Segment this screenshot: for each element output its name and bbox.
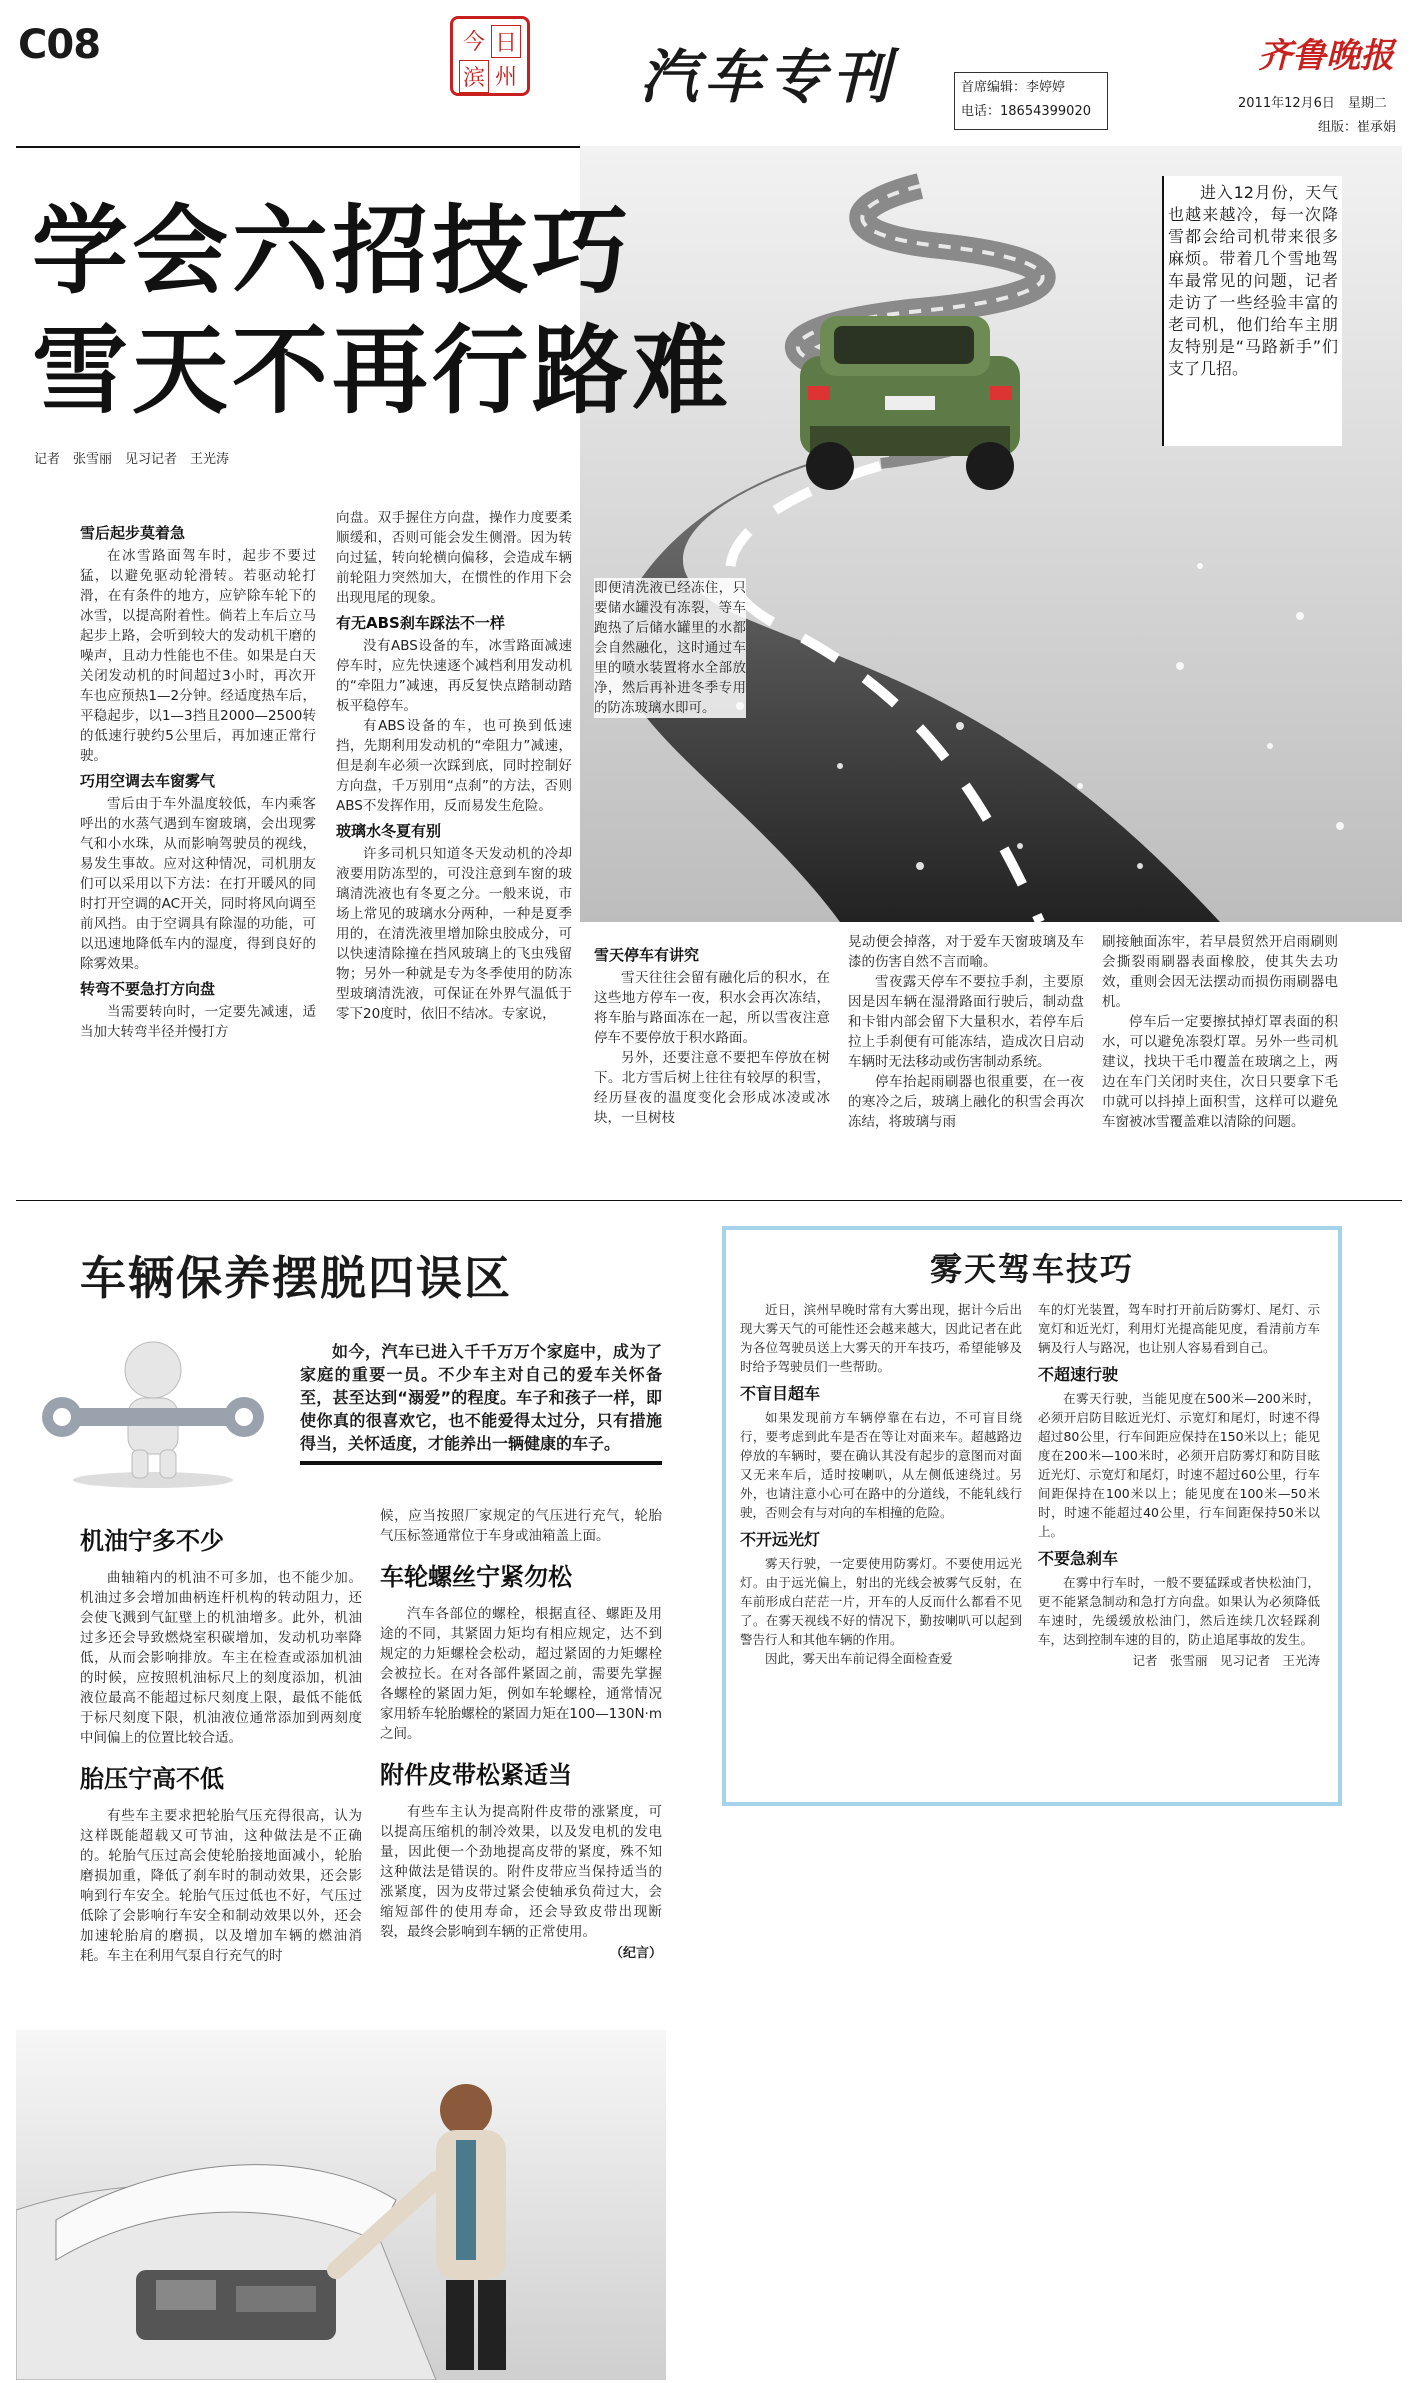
fog-colB xyxy=(1038,1300,1320,1669)
paragraph: 晃动便会掉落，对于爱车天窗玻璃及车漆的伤害自然不言而喻。 xyxy=(848,934,1084,970)
paragraph: 另外，还要注意不要把车停放在树下。北方雪后树上往往有较厚的积雪，经历昼夜的温度变化会形成冰凌或冰块，一旦树枝 xyxy=(594,1050,830,1126)
paragraph: 当需要转向时，一定要先减速，适当加大转弯半径并慢打方 xyxy=(80,1004,316,1040)
editor-box xyxy=(954,72,1108,130)
paragraph: 在雾中行车时，一般不要猛踩或者快松油门，更不能紧急制动和急打方向盘。如果认为必须降低车速时，先缓缓放松油门，然后连续几次轻踩刹车，达到控制车速的目的，防止追尾事故的发生。 xyxy=(1038,1575,1320,1647)
paragraph: 向盘。双手握住方向盘，操作力度要柔顺缓和，否则可能会发生侧滑。因为转向过猛，转向轮横向偏移，会造成车辆前轮阻力突然加大，在惯性的作用下会出现甩尾的现象。 xyxy=(336,510,572,606)
paragraph: 没有ABS设备的车，冰雪路面减速停车时，应先快速逐个减档利用发动机的“牵阻力”减速，再反复快点踏制动踏板平稳停车。 xyxy=(336,638,572,714)
maint-intro-text: 如今，汽车已进入千千万万个家庭中，成为了家庭的重要一员。不少车主对自己的爱车关怀备至，甚至达到“溺爱”的程度。车子和孩子一样，即使你真的很喜欢它，也不能爱得太过分，只有措施得当，关怀适度，才能养出一辆健康的车子。 xyxy=(300,1342,662,1453)
wrench-man-illustration xyxy=(40,1320,266,1490)
lead-col2 xyxy=(336,508,572,1024)
issue-date: 2011年12月6日 星期二 xyxy=(1238,96,1387,111)
subhead: 不开远光灯 xyxy=(740,1530,821,1549)
paragraph: 在雾天行驶，当能见度在500米—200米时，必须开启防目眩近光灯、示宽灯和尾灯，时速不得超过80公里，行车间距应保持在150米以上；能见度在200米—100米时，必须开启防雾灯和防目眩近光灯、示宽灯和尾灯，时速不超过60公里，行车间距保持在100米以上；能见度在100米—50米时，时速不能超过40公里，行车间距保持50米以上。 xyxy=(1038,1391,1320,1539)
subhead: 转弯不要急打方向盘 xyxy=(80,980,216,998)
section-title: 汽车专刊 xyxy=(640,43,897,111)
seal-char: 州 xyxy=(494,65,517,90)
paragraph: 如果发现前方车辆停靠在右边，不可盲目绕行，要考虑到此车是否在等让对面来车。超越路边停放的车辆时，要在确认其没有起步的意图而对面又无来车后，适时按喇叭，从左侧低速绕过。另外，也请注意小心可在路中的分道线，不能轧线行驶，否则会有与对向的车相撞的危险。 xyxy=(740,1410,1022,1520)
subhead: 胎压宁高不低 xyxy=(80,1765,224,1793)
paragraph: 曲轴箱内的机油不可多加，也不能少加。机油过多会增加曲柄连杆机构的转动阻力，还会使飞溅到气缸壁上的机油增多。此外，机油过多还会导致燃烧室积碳增加，发动机功率降低，从而会影响排放。车主在检查或添加机油的时候，应按照机油标尺上的刻度添加，机油液位最高不能超过标尺刻度上限，最低不能低于标尺刻度下限，机油液位通常添加到两刻度中间偏上的位置比较合适。 xyxy=(80,1570,362,1746)
paragraph: 雾天行驶，一定要使用防雾灯。不要使用远光灯。由于远光偏上，射出的光线会被雾气反射，在车前形成白茫茫一片，开车的人反而什么都看不见了。在雾天视线不好的情况下，勤按喇叭可以起到警告行人和其他车辆的作用。 xyxy=(740,1556,1022,1647)
paragraph: 有ABS设备的车，也可换到低速挡，先期利用发动机的“牵阻力”减速，但是刹车必须一次踩到底，同时控制好方向盘，千万别用“点刹”的方法，否则ABS不发挥作用，反而易发生危险。 xyxy=(336,718,572,814)
seal-char: 滨 xyxy=(459,60,489,93)
subhead: 附件皮带松紧适当 xyxy=(380,1761,572,1789)
maint-colA xyxy=(80,1510,362,1966)
maint-title: 车辆保养摆脱四误区 xyxy=(80,1251,512,1305)
paragraph: 即便清洗液已经冻住，只要储水罐没有冻裂，等车跑热了后储水罐里的水都会自然融化，这时通过车里的喷水装置将水全部放净，然后再补进冬季专用的防冻玻璃水即可。 xyxy=(594,580,746,716)
fog-colA xyxy=(740,1300,1022,1668)
subhead: 有无ABS刹车踩法不一样 xyxy=(336,614,505,632)
paragraph: 汽车各部位的螺栓，根据直径、螺距及用途的不同，其紧固力矩均有相应规定，达不到规定的力矩螺栓会松动，超过紧固的力矩螺栓会被拉长。在对各部件紧固之前，需要先掌握各螺栓的紧固力矩，例如车轮螺栓，通常情况家用轿车轮胎螺栓的紧固力矩在100—130N·m之间。 xyxy=(380,1606,662,1742)
paragraph: 刷接触面冻牢，若早晨贸然开启雨刷则会撕裂雨刷器表面橡胶，使其失去功效，重则会因无法摆动而损伤雨刷器电机。 xyxy=(1102,934,1338,1010)
paragraph: 有些车主要求把轮胎气压充得很高，认为这样既能超载又可节油，这种做法是不正确的。轮胎气压过高会使轮胎接地面减小，轮胎磨损加重，降低了刹车时的制动效果，还会影响到行车安全。轮胎气压过低也不好，气压过低除了会影响行车安全和制动效果以外，还会加速轮胎肩的磨损，以及增加车辆的燃油消耗。车主在利用气泵自行充气的时 xyxy=(80,1808,362,1964)
fog-box xyxy=(722,1226,1342,1806)
lead-title-line2: 雪天不再行路难 xyxy=(32,315,732,427)
subhead: 不要急刹车 xyxy=(1038,1549,1119,1568)
signature: （纪言） xyxy=(609,1946,662,1961)
lead-col3-upper xyxy=(594,578,746,718)
section-divider xyxy=(16,1200,1402,1201)
fog-title: 雾天驾车技巧 xyxy=(929,1250,1134,1288)
maint-intro xyxy=(300,1340,662,1465)
seal-char: 日 xyxy=(491,25,521,58)
paragraph: 近日，滨州早晚时常有大雾出现，据计今后出现大雾天气的可能性还会越来越大，因此记者在此为各位驾驶员送上大雾天的开车技巧，希望能够及时给予驾驶员们一些帮助。 xyxy=(740,1302,1022,1374)
paragraph: 候，应当按照厂家规定的气压进行充气，轮胎气压标签通常位于车身或油箱盖上面。 xyxy=(380,1508,662,1544)
maint-colB xyxy=(380,1506,662,1961)
subhead: 车轮螺丝宁紧勿松 xyxy=(380,1563,572,1591)
signature: 记者 张雪丽 见习记者 王光涛 xyxy=(1132,1653,1320,1668)
subhead: 巧用空调去车窗雾气 xyxy=(80,772,216,790)
editor-phone: 电话：18654399020 xyxy=(961,104,1091,119)
paragraph: 雪后由于车外温度较低，车内乘客呼出的水蒸气遇到车窗玻璃，会出现雾气和小水珠，从而影响驾驶员的视线，易发生事故。应对这种情况，司机朋友们可以采用以下方法：在打开暖风的同时打开空调的AC开关，同时将风向调至前风挡。由于空调具有除湿的功能，可以迅速地降低车内的湿度，得到良好的除雾效果。 xyxy=(80,796,316,972)
car-engine-photo xyxy=(16,2030,666,2380)
seal-logo xyxy=(450,16,530,96)
newspaper-name: 齐鲁晚报 xyxy=(1258,36,1394,76)
page-number: C08 xyxy=(18,22,101,68)
paragraph: 在冰雪路面驾车时，起步不要过猛，以避免驱动轮滑转。若驱动轮打滑，在有条件的地方，应铲除车轮下的冰雪，以提高附着性。倘若上车后立马起步上路，会听到较大的发动机干磨的噪声，且动力性能也不佳。如果是白天关闭发动机的时间超过3小时，再次开车也应预热1—2分钟。经适度热车后，平稳起步，以1—3挡且2000—2500转的低速行驶约5公里后，再加速正常行驶。 xyxy=(80,548,316,764)
lead-col4 xyxy=(848,932,1084,1132)
paragraph: 停车抬起雨刷器也很重要，在一夜的寒冷之后，玻璃上融化的积雪会再次冻结，将玻璃与雨 xyxy=(848,1074,1084,1130)
lead-intro-text: 进入12月份，天气也越来越冷，每一次降雪都会给司机带来很多麻烦。带着几个雪地驾车最常见的问题，记者走访了一些经验丰富的老司机，他们给车主朋友特别是“马路新手”们支了几招。 xyxy=(1168,183,1338,378)
lead-byline: 记者 张雪丽 见习记者 王光涛 xyxy=(34,452,230,467)
subhead: 不超速行驶 xyxy=(1038,1365,1119,1384)
paragraph: 有些车主认为提高附件皮带的涨紧度，可以提高压缩机的制冷效果，以及发电机的发电量，因此便一个劲地提高皮带的紧度，殊不知这种做法是错误的。附件皮带应当保持适当的涨紧度，因为皮带过紧会使轴承负荷过大，会缩短部件的使用寿命，还会导致皮带出现断裂，最终会影响到车辆的正常使用。 xyxy=(380,1804,662,1940)
paragraph: 许多司机只知道冬天发动机的冷却液要用防冻型的，可没注意到车窗的玻璃清洗液也有冬夏之分。一般来说，市场上常见的玻璃水分两种，一种是夏季用的，在清洗液里增加除虫胶成分，可以快速清除撞在挡风玻璃上的飞虫残留物；另外一种就是专为冬季使用的防冻型玻璃清洗液，可保证在外界气温低于零下20度时，依旧不结冰。专家说， xyxy=(336,846,572,1022)
seal-char: 今 xyxy=(462,30,485,55)
lead-col5 xyxy=(1102,932,1338,1132)
subhead: 机油宁多不少 xyxy=(80,1527,224,1555)
layout-editor: 组版：崔承娟 xyxy=(1318,120,1397,135)
subhead: 雪天停车有讲究 xyxy=(594,946,700,964)
subhead: 不盲目超车 xyxy=(740,1384,821,1403)
subhead: 雪后起步莫着急 xyxy=(80,524,186,542)
subhead: 玻璃水冬夏有别 xyxy=(336,822,442,840)
lead-title-line1: 学会六招技巧 xyxy=(32,195,632,307)
lead-intro xyxy=(1162,176,1342,446)
editor-name: 首席编辑：李婷婷 xyxy=(961,80,1066,95)
lead-col1 xyxy=(80,518,316,1042)
paragraph: 停车后一定要擦拭掉灯罩表面的积水，可以避免冻裂灯罩。另外一些司机建议，找块干毛巾覆盖在玻璃之上，两边在车门关闭时夹住，次日只要拿下毛巾就可以抖掉上面积雪，这样可以避免车窗被冰雪覆盖难以清除的问题。 xyxy=(1102,1014,1338,1130)
paragraph: 车的灯光装置，驾车时打开前后防雾灯、尾灯、示宽灯和近光灯，利用灯光提高能见度，看清前方车辆及行人与路况，也让别人容易看到自己。 xyxy=(1038,1302,1320,1355)
paragraph: 因此，雾天出车前记得全面检查爱 xyxy=(765,1651,953,1666)
lead-col3 xyxy=(594,940,830,1128)
paragraph: 雪夜露天停车不要拉手刹，主要原因是因车辆在湿滑路面行驶后，制动盘和卡钳内部会留下大量积水，若停车后拉上手刹便有可能冻结，造成次日启动车辆时无法移动或伤害制动系统。 xyxy=(848,974,1084,1070)
paragraph: 雪天往往会留有融化后的积水，在这些地方停车一夜，积水会再次冻结，将车胎与路面冻在一起，所以雪夜注意停车不要停放于积水路面。 xyxy=(594,970,830,1046)
